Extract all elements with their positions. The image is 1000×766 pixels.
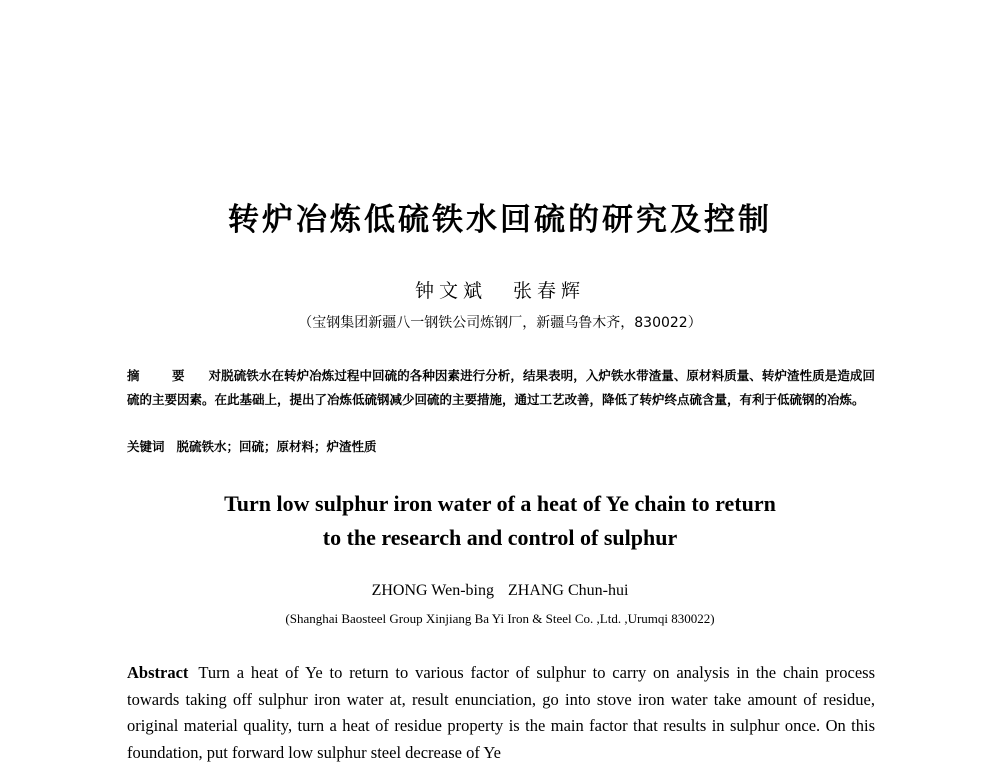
cn-abstract	[127, 364, 875, 412]
cn-author-1: 钟文斌	[414, 280, 487, 302]
en-title-line-2: to the research and control of sulphur	[322, 525, 678, 550]
en-author-2: ZHANG Chun-hui	[507, 582, 629, 599]
cn-keywords-label: 关键词	[127, 439, 165, 454]
en-affiliation: (Shanghai Baosteel Group Xinjiang Ba Yi Iron & Steel Co. ,Ltd. ,Urumqi 830022)	[285, 611, 715, 626]
en-title-line-1: Turn low sulphur iron water of a heat of Ye chain to return	[224, 491, 776, 516]
cn-abstract-label: 摘 要	[127, 368, 199, 383]
cn-authors	[0, 276, 1000, 303]
cn-keywords	[127, 437, 875, 455]
cn-title: 转炉冶炼低硫铁水回硫的研究及控制	[228, 202, 772, 238]
en-authors	[0, 582, 1000, 600]
cn-abstract-text: 对脱硫铁水在转炉冶炼过程中回硫的各种因素进行分析，结果表明，入炉铁水带渣量、原材料质量、转炉渣性质是造成回硫的主要因素。在此基础上，提出了冶炼低硫钢减少回硫的主要措施，通过工艺改善，降低了转炉终点硫含量，有利于低硫钢的冶炼。	[127, 368, 875, 407]
cn-keywords-text: 脱硫铁水；回硫；原材料；炉渣性质	[176, 439, 377, 454]
en-author-1: ZHONG Wen-bing	[371, 582, 494, 599]
cn-affiliation: （宝钢集团新疆八一钢铁公司炼钢厂，新疆乌鲁木齐，830022）	[298, 315, 702, 331]
en-title	[0, 487, 1000, 555]
cn-author-2: 张春辉	[513, 280, 586, 302]
en-abstract	[127, 660, 875, 766]
en-abstract-label: Abstract	[127, 663, 189, 682]
en-abstract-text: Turn a heat of Ye to return to various factor of sulphur to carry on analysis in the chain process towards taking off sulphur iron water at, result enunciation, go into stove iron water take amount of residue, original material quality, turn a heat of residue property is the main factor that results in sulphur once. On this foundation, put forward low sulphur steel decrease of Ye	[127, 663, 875, 762]
